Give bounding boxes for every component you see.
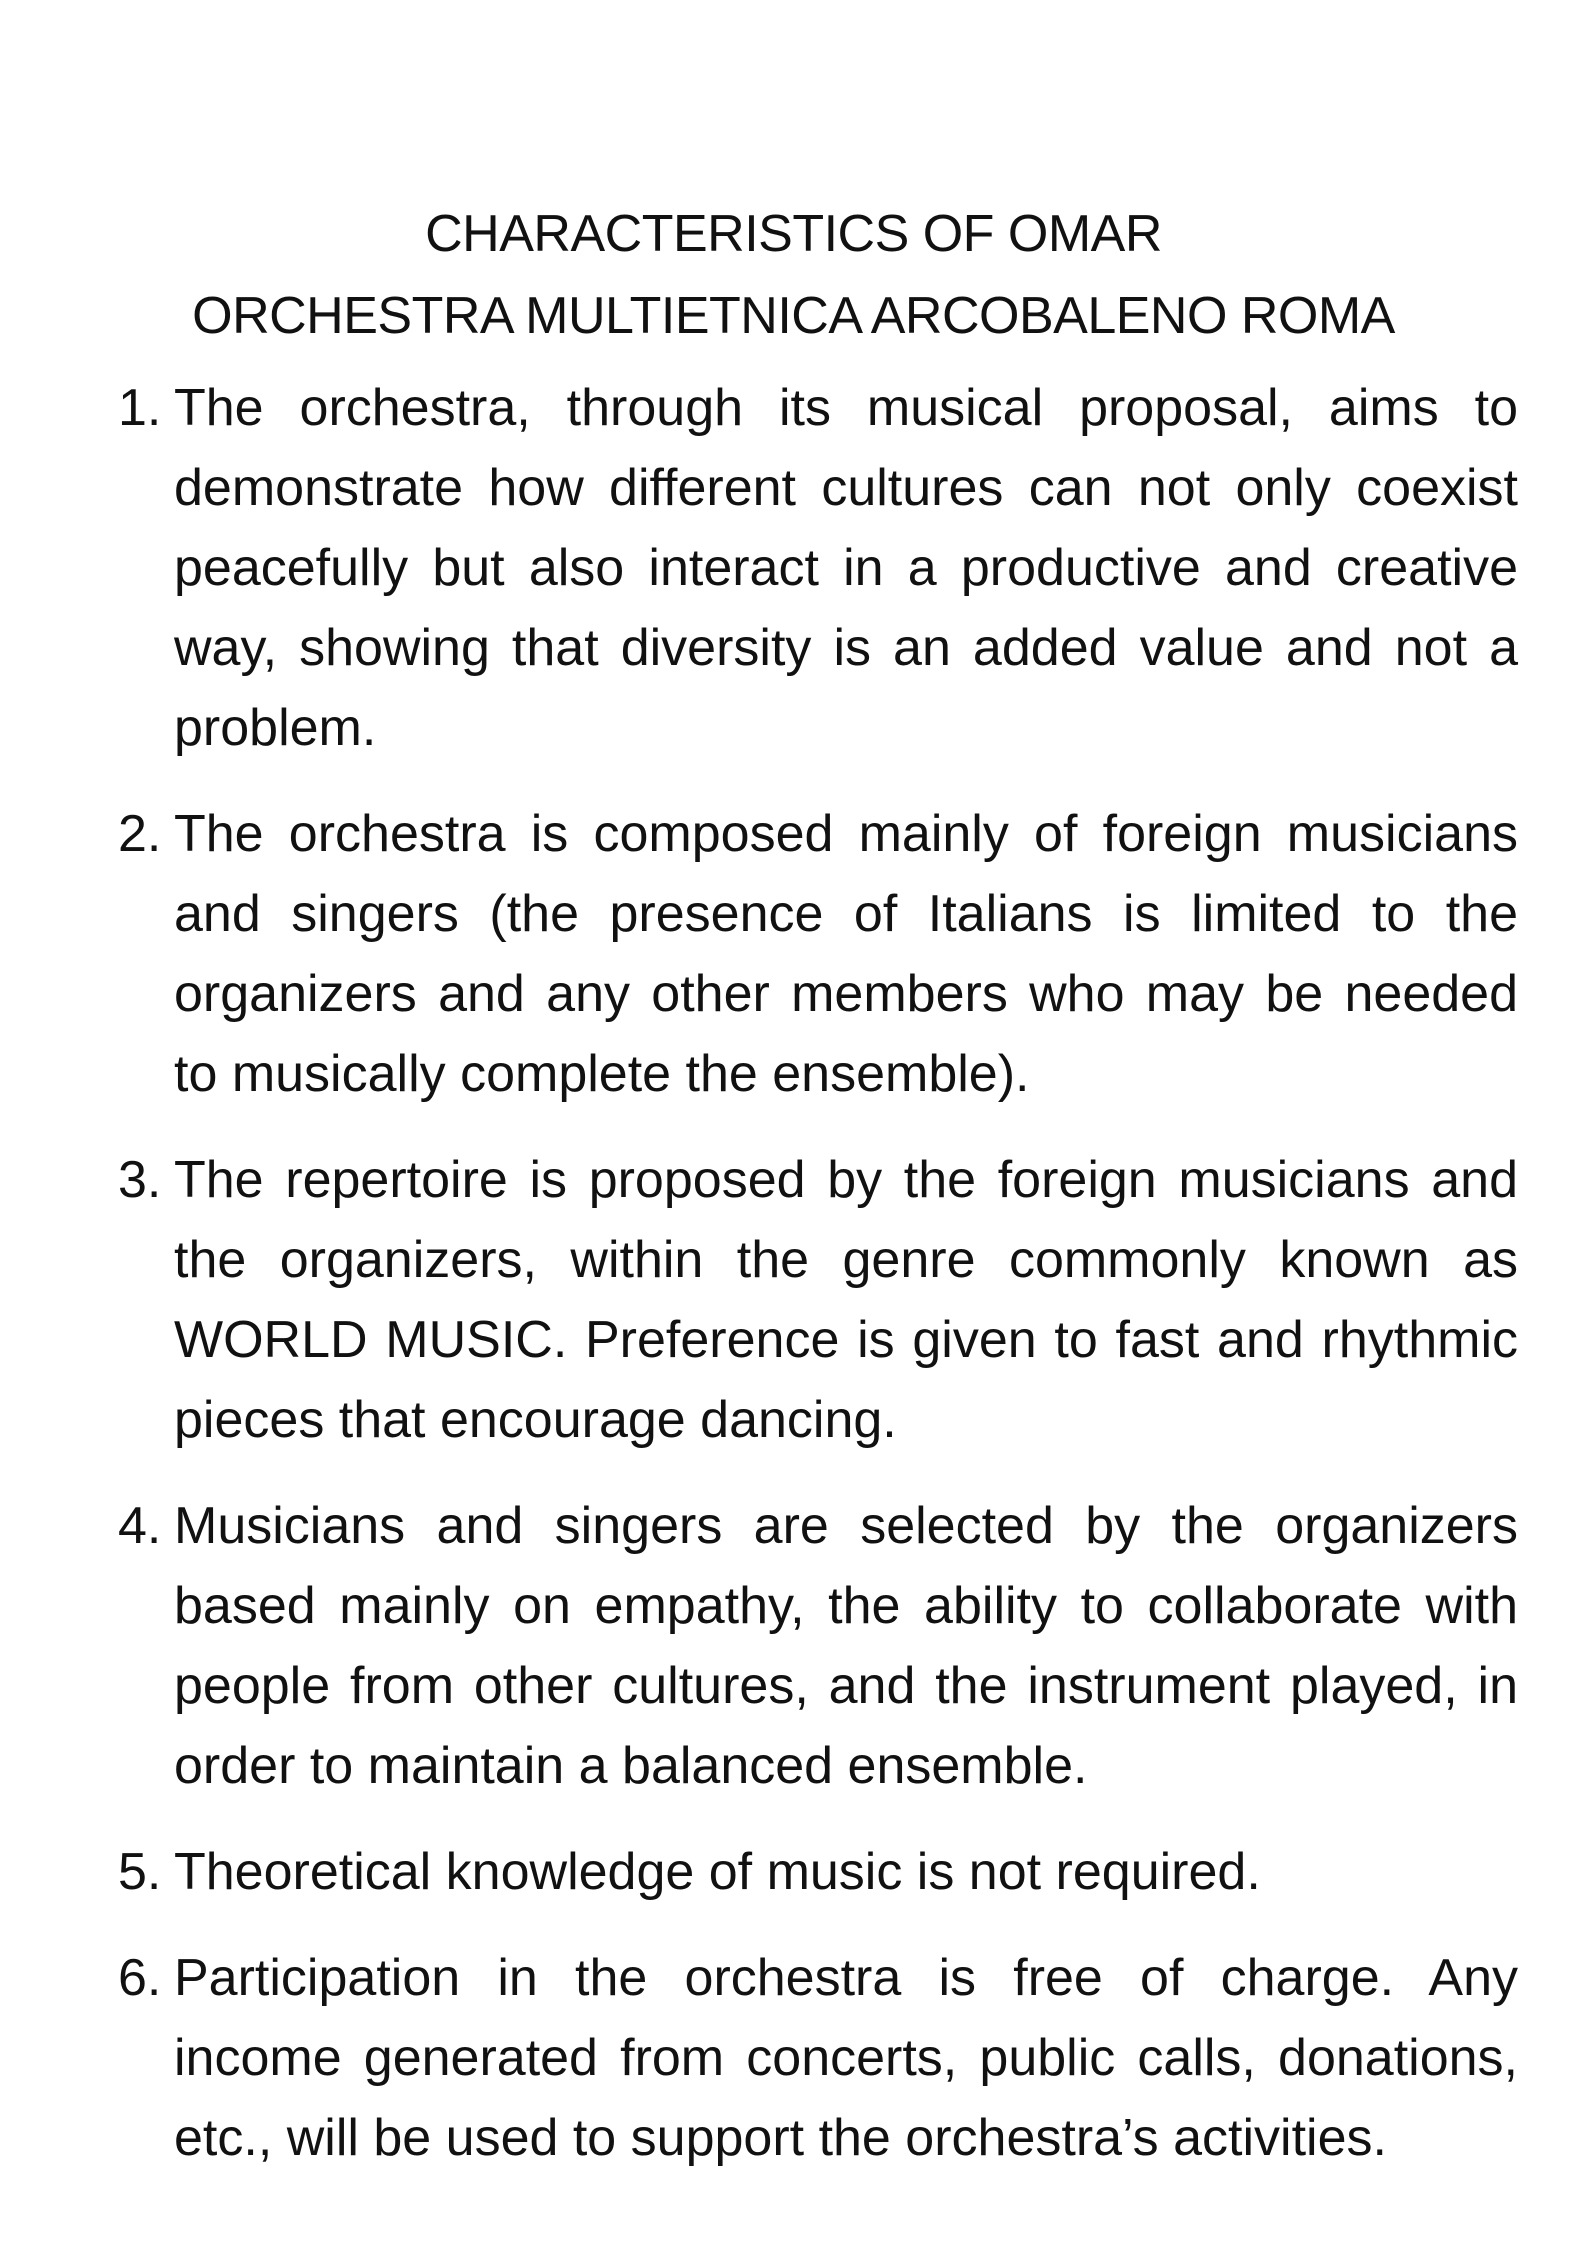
title-line-1: CHARACTERISTICS OF OMAR xyxy=(425,205,1162,263)
characteristics-list xyxy=(118,368,1518,2204)
item-text: The orchestra is composed mainly of foreign musicians and singers (the presence of Italians is limited to the organizers and any other members who may be needed to musically complete the ensemble). xyxy=(174,805,1518,1103)
document-title xyxy=(0,193,1587,357)
item-text: Musicians and singers are selected by the organizers based mainly on empathy, the ability to collaborate with people from other cultures, and the instrument played, in order to maintain a balanced ensemble. xyxy=(174,1497,1518,1795)
item-number: 6. xyxy=(118,1949,162,2007)
item-text: The repertoire is proposed by the foreign musicians and the organizers, within the genre commonly known as WORLD MUSIC. Preference is given to fast and rhythmic pieces that encourage dancing. xyxy=(174,1151,1518,1449)
item-text: The orchestra, through its musical proposal, aims to demonstrate how different cultures can not only coexist peacefully but also interact in a productive and creative way, showing that diversity is an added value and not a problem. xyxy=(174,379,1518,757)
list-item xyxy=(118,1938,1518,2178)
list-item xyxy=(118,368,1518,768)
item-number: 3. xyxy=(118,1151,162,1209)
title-line-2: ORCHESTRA MULTIETNICA ARCOBALENO ROMA xyxy=(192,287,1395,345)
item-number: 5. xyxy=(118,1843,162,1901)
list-item xyxy=(118,1486,1518,1806)
item-text: Theoretical knowledge of music is not required. xyxy=(174,1843,1261,1901)
item-number: 4. xyxy=(118,1497,162,1555)
list-item xyxy=(118,1140,1518,1460)
list-item xyxy=(118,794,1518,1114)
list-item xyxy=(118,1832,1518,1912)
item-text: Participation in the orchestra is free of charge. Any income generated from concerts, public calls, donations, etc., will be used to support the orchestra’s activities. xyxy=(174,1949,1518,2167)
item-number: 1. xyxy=(118,379,162,437)
item-number: 2. xyxy=(118,805,162,863)
